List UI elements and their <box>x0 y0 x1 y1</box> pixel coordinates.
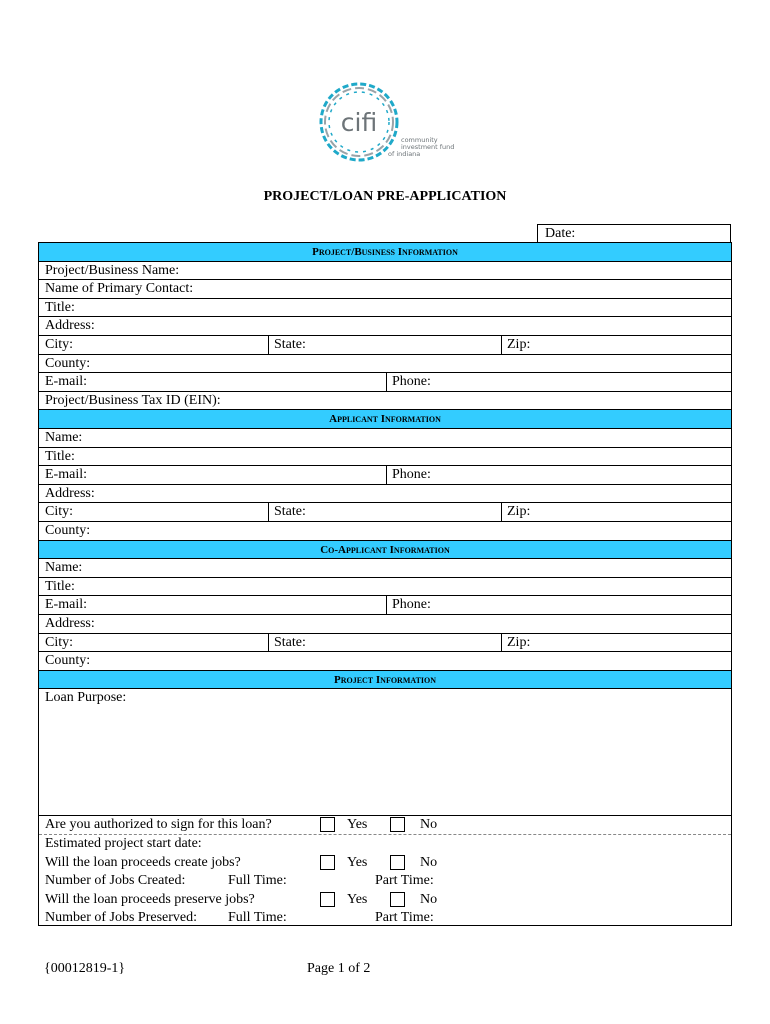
applicant-city-label: City: <box>45 504 74 520</box>
co-applicant-zip-label: Zip: <box>507 634 531 650</box>
applicant-zip-label: Zip: <box>507 504 531 520</box>
logo-wordmark: cifi <box>340 108 378 137</box>
business-county-field[interactable] <box>39 355 731 374</box>
jobs-created-label: Number of Jobs Created: <box>45 873 186 889</box>
primary-contact-label: Name of Primary Contact: <box>45 281 194 297</box>
applicant-email-phone-row[interactable] <box>39 466 731 485</box>
jobs-created-full-time-label: Full Time: <box>228 873 287 889</box>
divider <box>386 596 387 614</box>
applicant-name-label: Name: <box>45 430 83 445</box>
business-zip-label: Zip: <box>507 337 531 352</box>
preserve-jobs-yes-label: Yes <box>347 891 368 907</box>
co-applicant-city-label: City: <box>45 634 74 650</box>
logo-tagline-3: of indiana <box>388 150 421 158</box>
section-header-project: Project Information <box>39 671 731 690</box>
divider <box>268 336 269 354</box>
document-id: {00012819-1} <box>44 961 126 976</box>
authorized-sign-row <box>39 816 731 835</box>
business-name-field[interactable] <box>39 262 731 281</box>
business-title-label: Title: <box>45 299 75 315</box>
co-applicant-state-label: State: <box>274 634 306 650</box>
section-header-applicant: Applicant Information <box>39 410 731 429</box>
authorized-no-label: No <box>420 817 438 833</box>
create-jobs-no-checkbox[interactable] <box>390 855 405 870</box>
co-applicant-county-field[interactable] <box>39 652 731 671</box>
applicant-email-label: E-mail: <box>45 467 87 483</box>
applicant-address-field[interactable] <box>39 485 731 504</box>
logo-tagline-1: community <box>401 136 438 144</box>
business-email-label: E-mail: <box>45 374 87 390</box>
co-applicant-address-label: Address: <box>45 616 95 631</box>
divider <box>268 503 269 521</box>
preserve-jobs-label: Will the loan proceeds preserve jobs? <box>45 891 255 907</box>
jobs-preserved-label: Number of Jobs Preserved: <box>45 910 198 926</box>
document-title: PROJECT/LOAN PRE-APPLICATION <box>263 189 507 204</box>
preserve-jobs-no-label: No <box>420 891 438 907</box>
primary-contact-field[interactable] <box>39 280 731 299</box>
applicant-name-field[interactable] <box>39 429 731 448</box>
page-number: Page 1 of 2 <box>307 961 371 976</box>
create-jobs-no-label: No <box>420 854 438 870</box>
authorized-sign-label: Are you authorized to sign for this loan? <box>45 817 272 833</box>
divider <box>386 466 387 484</box>
business-city-label: City: <box>45 337 74 352</box>
divider <box>501 336 502 354</box>
jobs-preserved-full-time-label: Full Time: <box>228 910 287 926</box>
co-applicant-title-field[interactable] <box>39 578 731 597</box>
co-applicant-phone-label: Phone: <box>392 597 431 613</box>
divider <box>268 634 269 652</box>
co-applicant-address-field[interactable] <box>39 615 731 634</box>
authorized-no-checkbox[interactable] <box>390 817 405 832</box>
loan-purpose-label: Loan Purpose: <box>45 690 127 706</box>
jobs-preserved-part-time-label: Part Time: <box>375 910 434 926</box>
section-header-co-applicant: Co-Applicant Information <box>39 541 731 560</box>
loan-purpose-field[interactable] <box>39 689 731 816</box>
date-label: Date: <box>545 226 576 241</box>
business-address-label: Address: <box>45 318 95 334</box>
business-county-label: County: <box>45 355 91 371</box>
co-applicant-title-label: Title: <box>45 578 75 594</box>
create-jobs-label: Will the loan proceeds create jobs? <box>45 854 241 870</box>
business-tax-id-field[interactable] <box>39 392 731 411</box>
create-jobs-row <box>39 854 731 873</box>
divider <box>386 373 387 391</box>
business-tax-id-label: Project/Business Tax ID (EIN): <box>45 392 221 408</box>
create-jobs-yes-checkbox[interactable] <box>320 855 335 870</box>
business-city-state-zip-row[interactable] <box>39 336 731 355</box>
divider <box>501 503 502 521</box>
preserve-jobs-yes-checkbox[interactable] <box>320 892 335 907</box>
business-state-label: State: <box>274 337 306 352</box>
applicant-county-label: County: <box>45 523 91 538</box>
start-date-field[interactable] <box>39 835 731 854</box>
preserve-jobs-no-checkbox[interactable] <box>390 892 405 907</box>
section-header-project-business: Project/Business Information <box>39 243 731 262</box>
co-applicant-name-field[interactable] <box>39 559 731 578</box>
co-applicant-email-label: E-mail: <box>45 597 87 613</box>
business-name-label: Project/Business Name: <box>45 262 180 278</box>
business-address-field[interactable] <box>39 317 731 336</box>
authorized-yes-checkbox[interactable] <box>320 817 335 832</box>
start-date-label: Estimated project start date: <box>45 836 202 851</box>
applicant-state-label: State: <box>274 504 306 520</box>
date-field[interactable] <box>537 224 731 242</box>
divider <box>501 634 502 652</box>
business-phone-label: Phone: <box>392 374 431 390</box>
business-title-field[interactable] <box>39 299 731 318</box>
jobs-created-part-time-label: Part Time: <box>375 873 434 889</box>
jobs-preserved-row[interactable] <box>39 909 731 928</box>
create-jobs-yes-label: Yes <box>347 854 368 870</box>
authorized-yes-label: Yes <box>347 817 368 833</box>
applicant-title-label: Title: <box>45 448 75 464</box>
pre-application-form <box>38 242 732 926</box>
applicant-city-state-zip-row[interactable] <box>39 503 731 522</box>
preserve-jobs-row <box>39 891 731 910</box>
applicant-title-field[interactable] <box>39 448 731 467</box>
co-applicant-email-phone-row[interactable] <box>39 596 731 615</box>
applicant-address-label: Address: <box>45 485 95 501</box>
business-email-phone-row[interactable] <box>39 373 731 392</box>
co-applicant-city-state-zip-row[interactable] <box>39 634 731 653</box>
applicant-phone-label: Phone: <box>392 467 431 483</box>
co-applicant-county-label: County: <box>45 653 91 669</box>
jobs-created-row[interactable] <box>39 872 731 891</box>
applicant-county-field[interactable] <box>39 522 731 541</box>
logo-tagline-2: investment fund <box>401 143 455 151</box>
co-applicant-name-label: Name: <box>45 560 83 576</box>
cifi-logo <box>318 80 458 166</box>
